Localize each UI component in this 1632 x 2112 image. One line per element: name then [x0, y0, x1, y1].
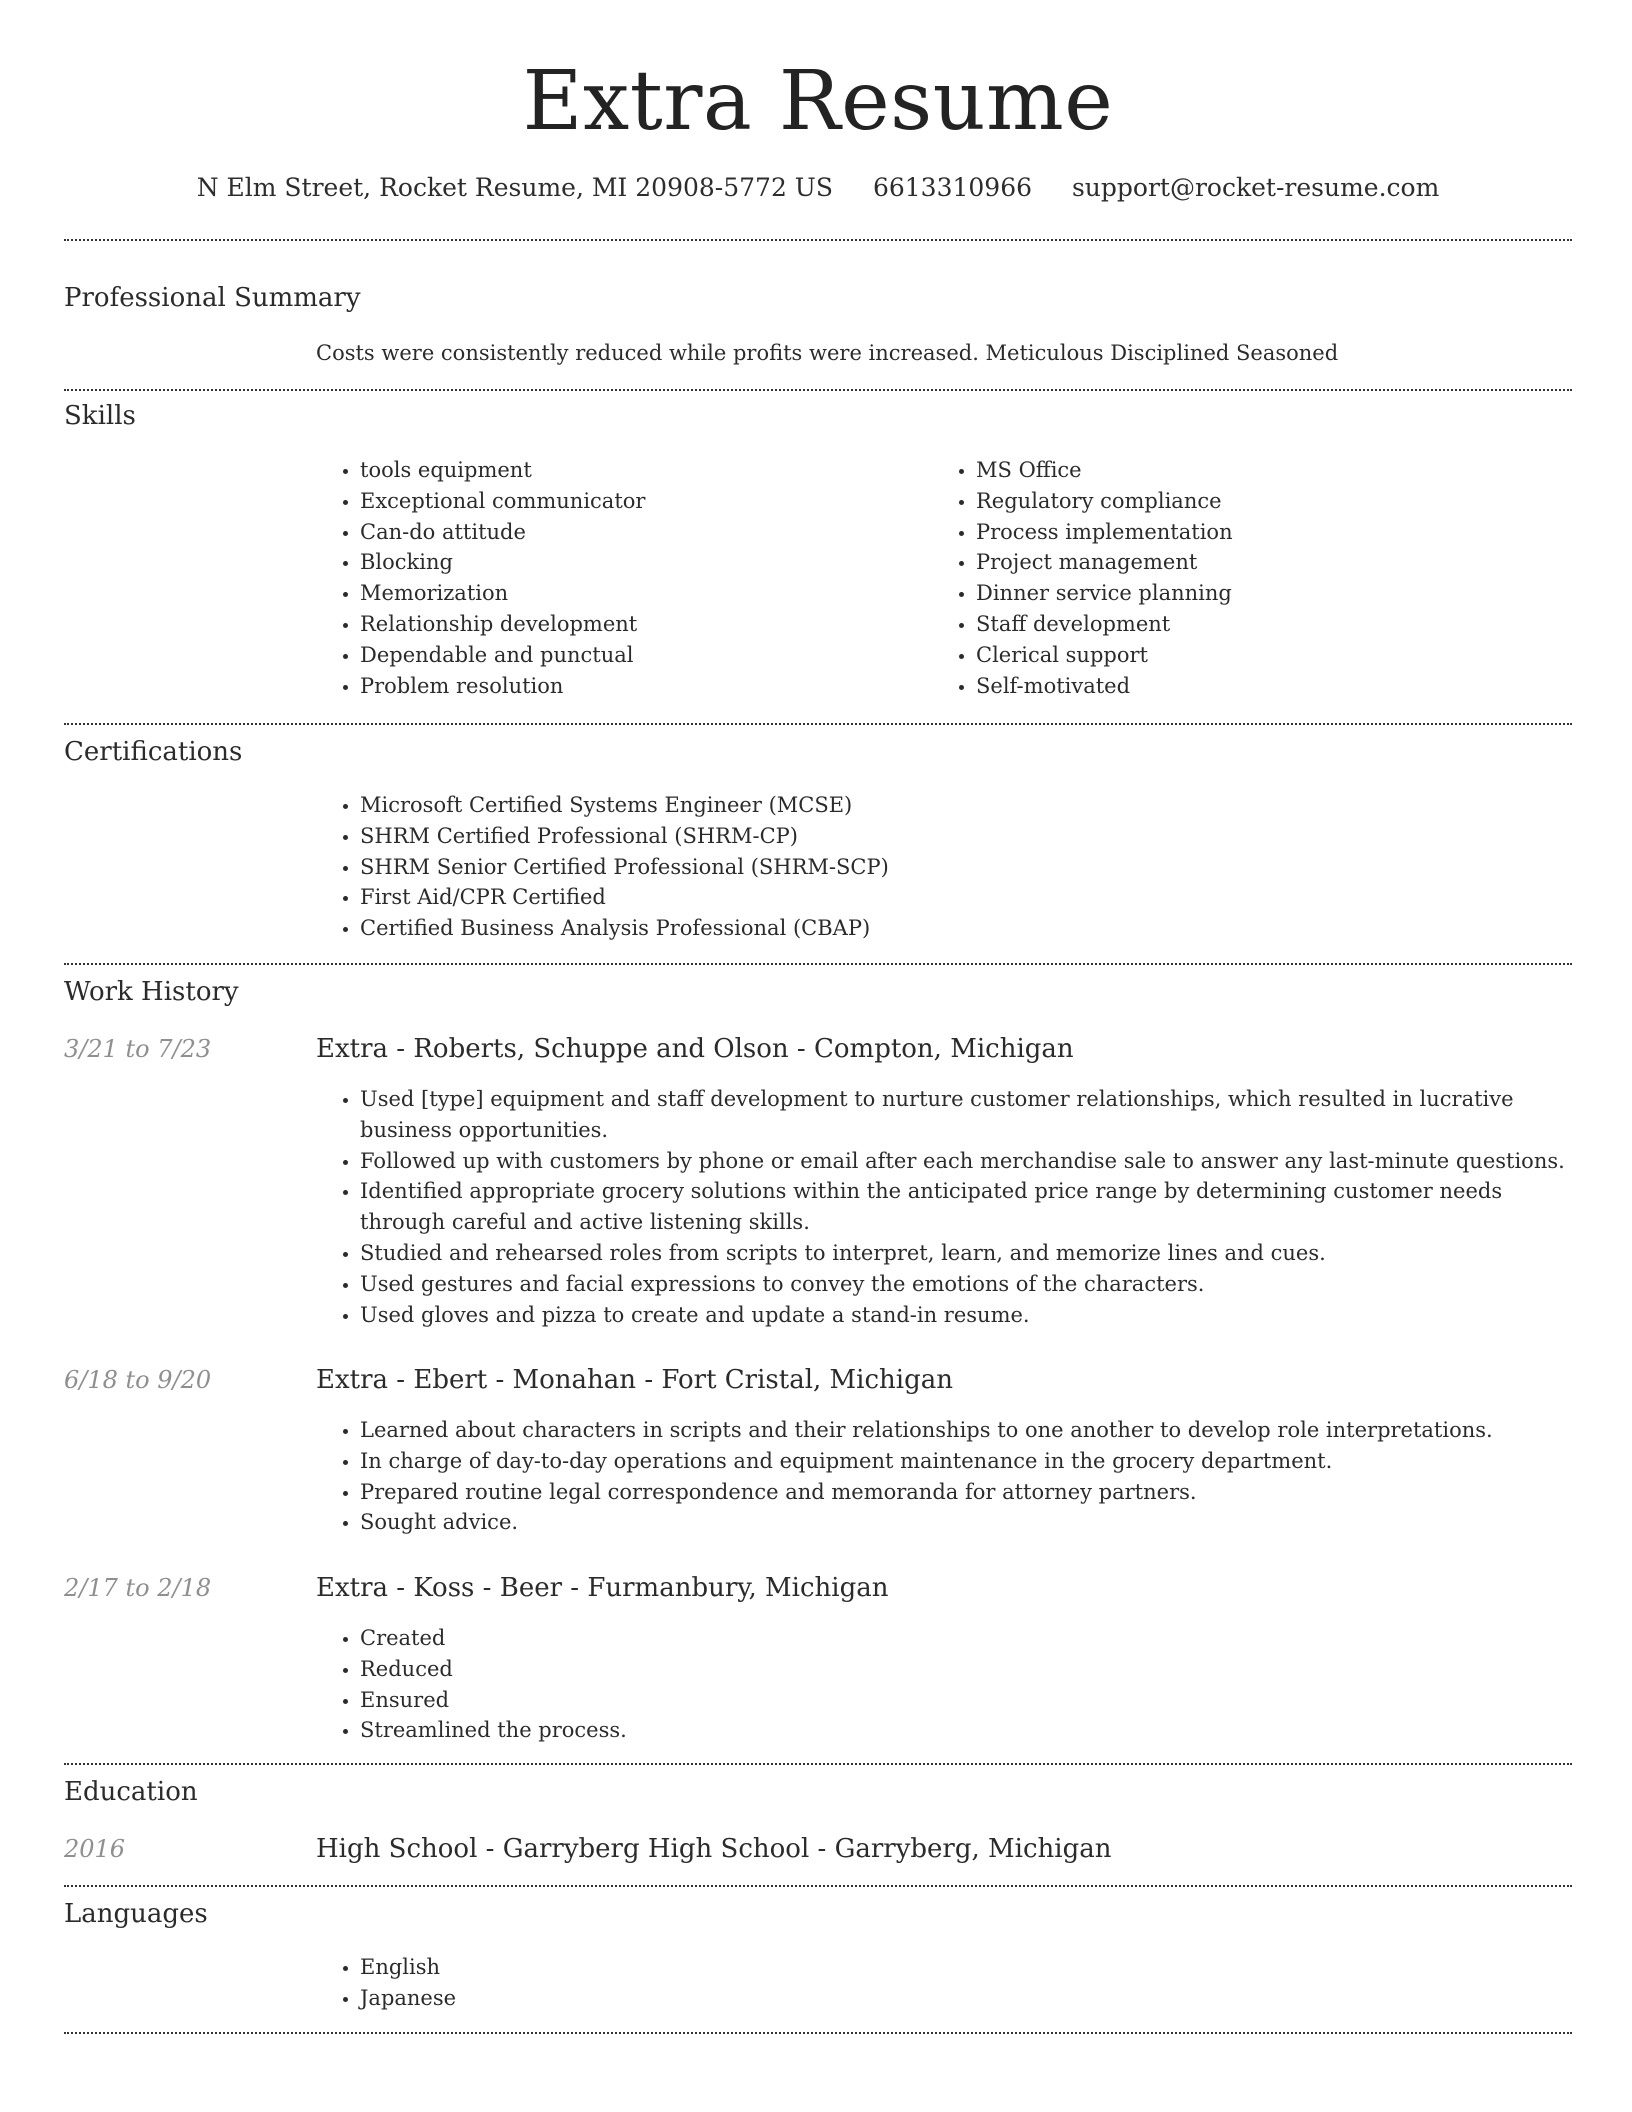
job-bullets: [316, 1084, 1572, 1330]
job-bullet: • Streamlined the process.: [360, 1715, 1572, 1746]
skill-item: • Dependable and punctual: [360, 640, 920, 671]
section-title-summary: Professional Summary: [64, 283, 361, 313]
skill-item: • Self-motivated: [976, 671, 1536, 702]
job-bullet: • Ensured: [360, 1685, 1572, 1716]
contact-line: [64, 170, 1572, 206]
job-dates: 6/18 to 9/20: [64, 1366, 212, 1394]
languages-list: [316, 1952, 960, 2014]
skill-item: • tools equipment: [360, 455, 920, 486]
certification-item: • First Aid/CPR Certified: [360, 882, 1560, 913]
skill-item: • Exceptional communicator: [360, 486, 920, 517]
skill-item: • Process implementation: [976, 517, 1536, 548]
summary-text: Costs were consistently reduced while profits were increased. Meticulous Disciplined Seasoned: [316, 341, 1339, 365]
contact-email: support@rocket-resume.com: [1071, 173, 1440, 202]
skills-list-right: [932, 455, 1536, 701]
contact-address: N Elm Street, Rocket Resume, MI 20908-5772 US: [196, 173, 833, 202]
job-bullet: • Reduced: [360, 1654, 1572, 1685]
section-divider: [64, 2032, 1572, 2034]
section-title-languages: Languages: [64, 1899, 208, 1929]
job-bullet: • Sought advice.: [360, 1507, 1572, 1538]
skill-item: • Can-do attitude: [360, 517, 920, 548]
section-divider: [64, 239, 1572, 241]
job-bullets: [316, 1623, 1572, 1746]
job-bullet: • Used gloves and pizza to create and update a stand-in resume.: [360, 1300, 1572, 1331]
section-divider: [64, 389, 1572, 391]
skill-item: • Blocking: [360, 547, 920, 578]
section-divider: [64, 1763, 1572, 1765]
certification-item: • SHRM Senior Certified Professional (SHRM-SCP): [360, 852, 1560, 883]
job-bullet: • Studied and rehearsed roles from scripts to interpret, learn, and memorize lines and cues.: [360, 1238, 1572, 1269]
skills-list-left: [316, 455, 920, 701]
certification-item: • Microsoft Certified Systems Engineer (MCSE): [360, 790, 1560, 821]
education-heading: High School - Garryberg High School - Garryberg, Michigan: [316, 1834, 1112, 1864]
job-bullet: • Identified appropriate grocery solutions within the anticipated price range by determining customer needs through careful and active listening skills.: [360, 1176, 1572, 1238]
section-title-education: Education: [64, 1777, 198, 1807]
section-divider: [64, 1885, 1572, 1887]
skill-item: • Memorization: [360, 578, 920, 609]
job-bullet: • Used [type] equipment and staff development to nurture customer relationships, which resulted in lucrative business opportunities.: [360, 1084, 1572, 1146]
skill-item: • Regulatory compliance: [976, 486, 1536, 517]
job-bullet: • Used gestures and facial expressions to convey the emotions of the characters.: [360, 1269, 1572, 1300]
job-bullets: [316, 1415, 1572, 1538]
section-title-certifications: Certifications: [64, 737, 243, 767]
language-item: • Japanese: [360, 1983, 960, 2014]
section-divider: [64, 963, 1572, 965]
skill-item: • Clerical support: [976, 640, 1536, 671]
certifications-list: [316, 790, 1560, 944]
section-divider: [64, 723, 1572, 725]
language-item: • English: [360, 1952, 960, 1983]
skill-item: • Project management: [976, 547, 1536, 578]
certification-item: • Certified Business Analysis Professional (CBAP): [360, 913, 1560, 944]
job-heading: Extra - Koss - Beer - Furmanbury, Michigan: [316, 1573, 889, 1603]
job-heading: Extra - Roberts, Schuppe and Olson - Compton, Michigan: [316, 1034, 1074, 1064]
job-dates: 3/21 to 7/23: [64, 1035, 212, 1063]
section-title-skills: Skills: [64, 401, 136, 431]
job-bullet: • Prepared routine legal correspondence and memoranda for attorney partners.: [360, 1477, 1572, 1508]
skill-item: • Problem resolution: [360, 671, 920, 702]
skill-item: • Staff development: [976, 609, 1536, 640]
resume-page: [64, 0, 1572, 2112]
skill-item: • Relationship development: [360, 609, 920, 640]
job-bullet: • In charge of day-to-day operations and equipment maintenance in the grocery department.: [360, 1446, 1572, 1477]
education-year: 2016: [64, 1835, 126, 1863]
section-title-work-history: Work History: [64, 977, 239, 1007]
job-heading: Extra - Ebert - Monahan - Fort Cristal, Michigan: [316, 1365, 953, 1395]
skill-item: • MS Office: [976, 455, 1536, 486]
resume-name: Extra Resume: [522, 54, 1114, 149]
job-bullet: • Created: [360, 1623, 1572, 1654]
skill-item: • Dinner service planning: [976, 578, 1536, 609]
job-bullet: • Learned about characters in scripts and their relationships to one another to develop role interpretations.: [360, 1415, 1572, 1446]
contact-phone: 6613310966: [872, 173, 1033, 202]
job-dates: 2/17 to 2/18: [64, 1574, 212, 1602]
job-bullet: • Followed up with customers by phone or email after each merchandise sale to answer any last-minute questions.: [360, 1146, 1572, 1177]
certification-item: • SHRM Certified Professional (SHRM-CP): [360, 821, 1560, 852]
